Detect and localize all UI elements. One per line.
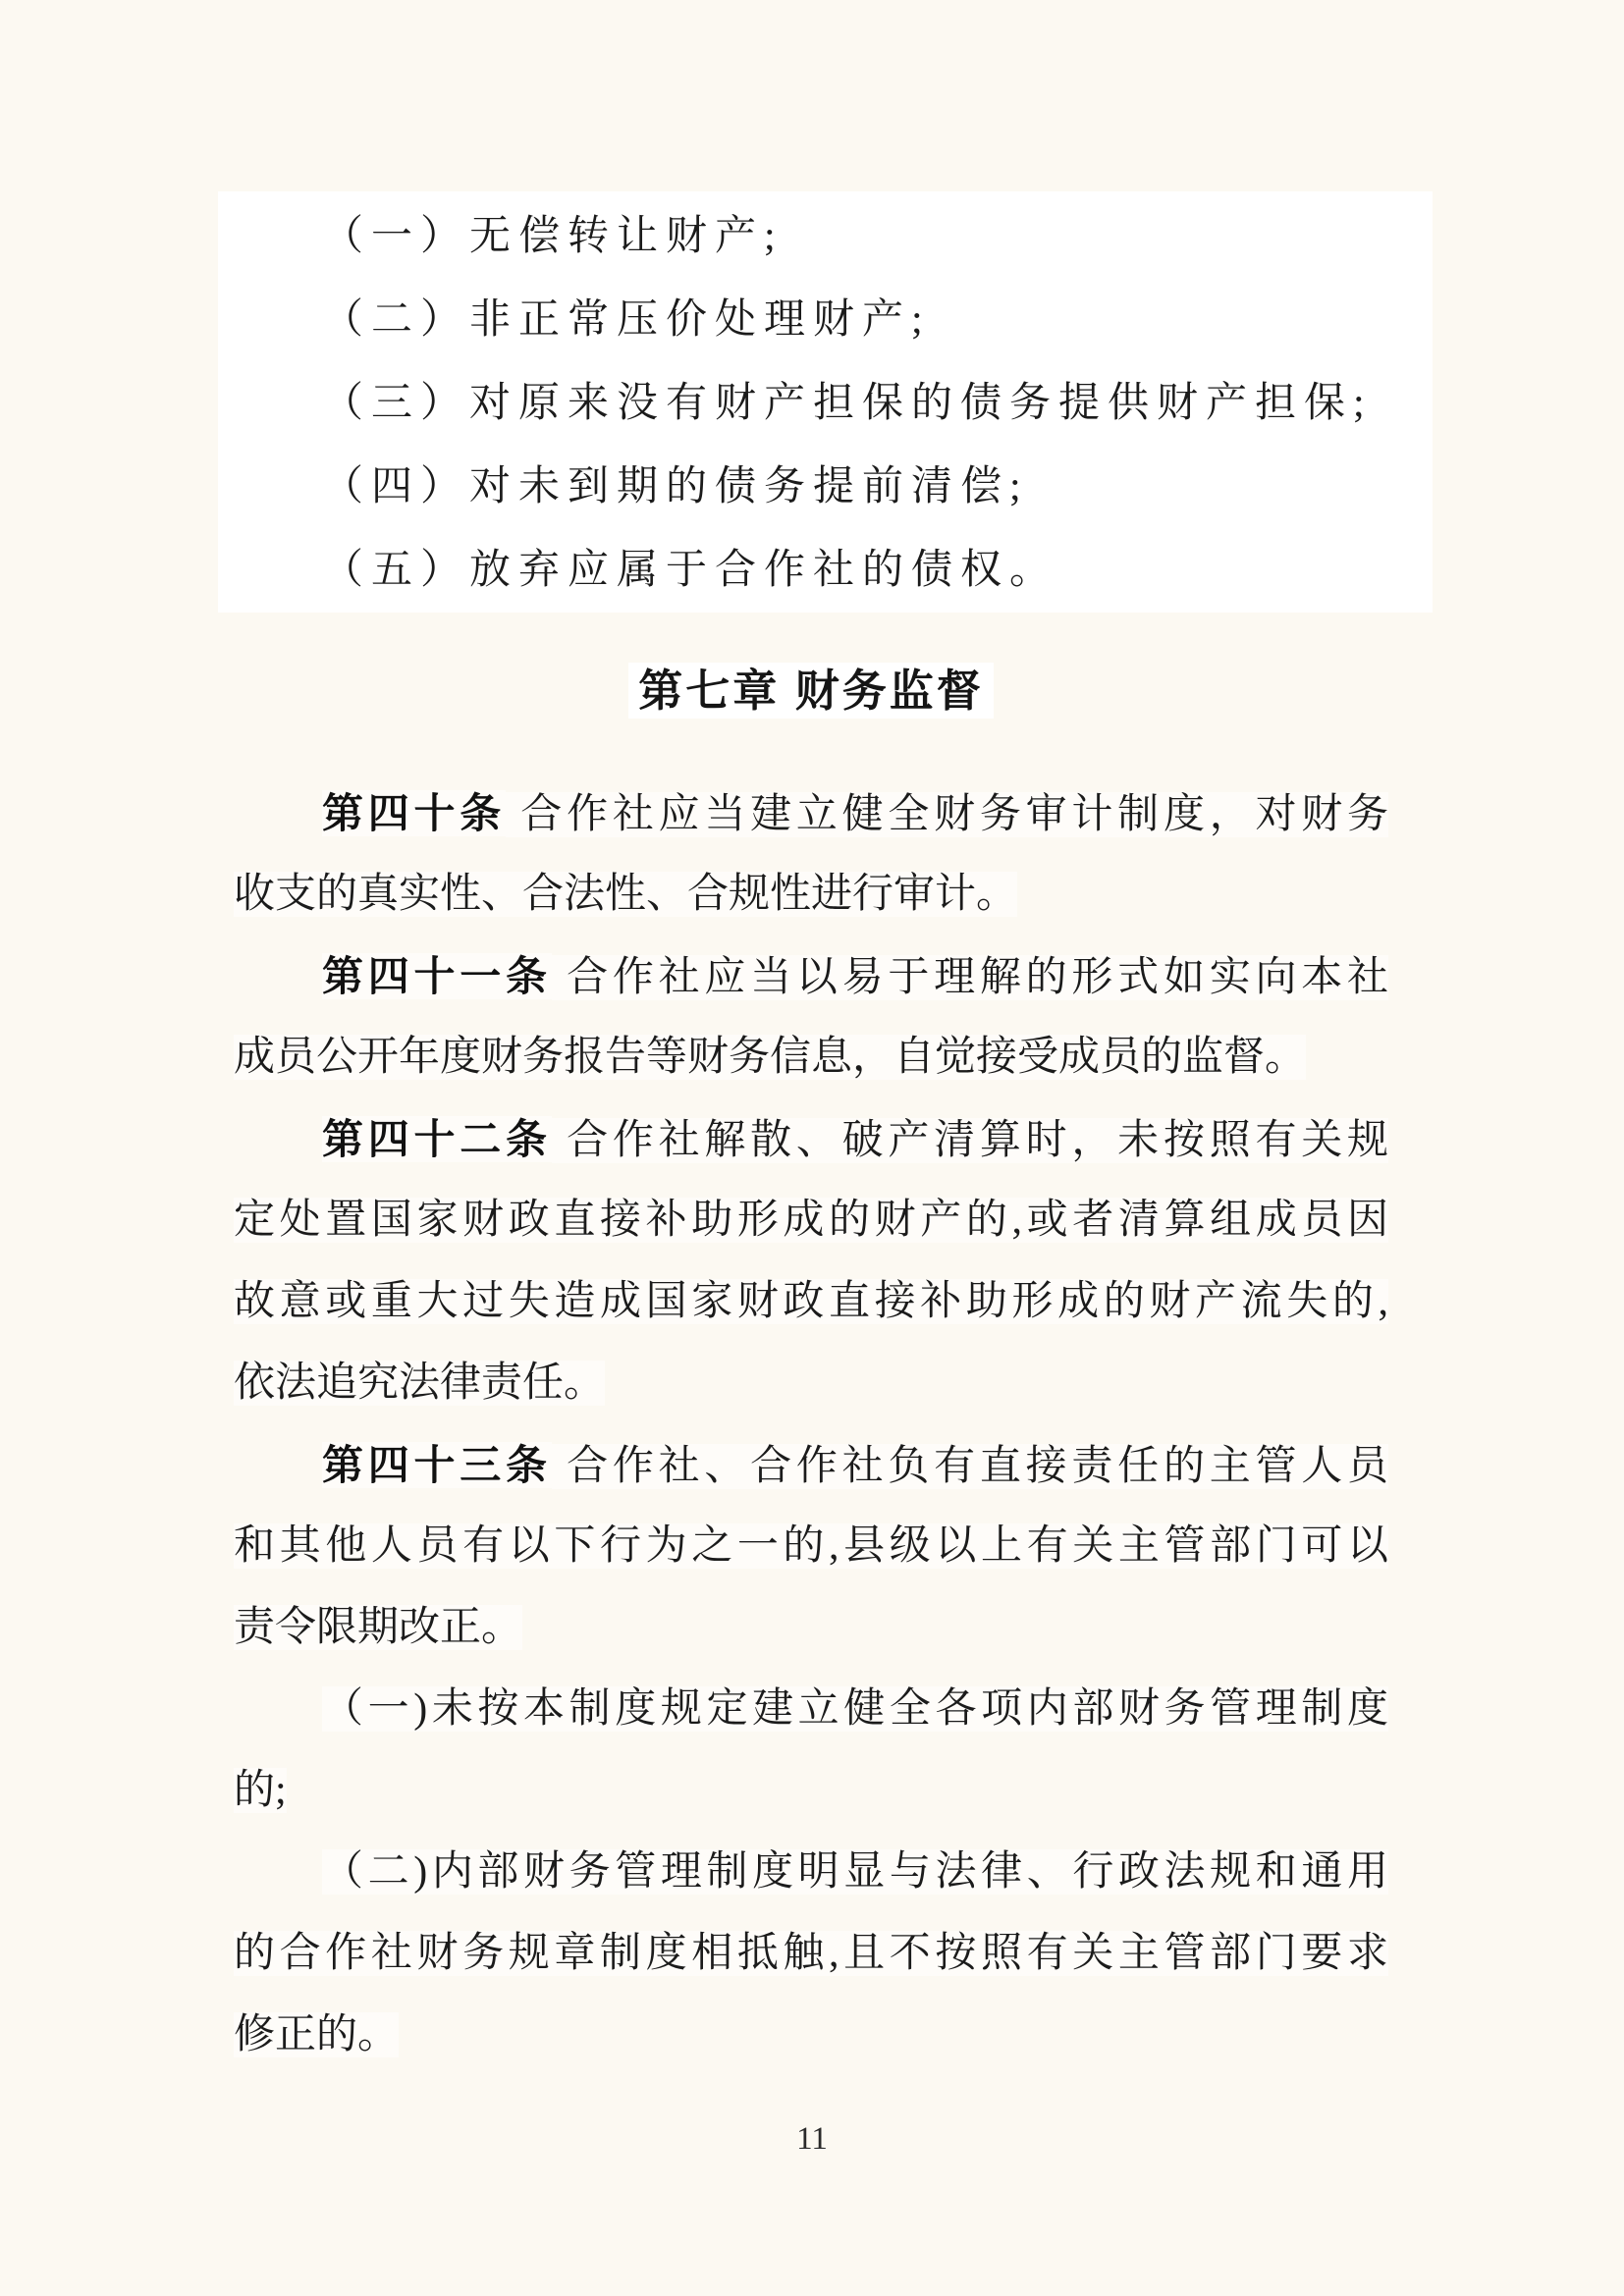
body-line-text: 故意或重大过失造成国家财政直接补助形成的财产流失的,: [234, 1279, 1388, 1324]
list-item-text: （一）无偿转让财产;: [322, 214, 784, 259]
body-line: [234, 1832, 1388, 1913]
list-item-text: （三）对原来没有财产担保的债务提供财产担保;: [322, 381, 1373, 426]
body-line: [234, 935, 1388, 1017]
list-item: [234, 195, 1388, 279]
body-line: [234, 1506, 1388, 1587]
body-line-text: 成员公开年度财务报告等财务信息，自觉接受成员的监督。: [234, 1035, 1307, 1080]
body-line-text: 责令限期改正。: [234, 1605, 523, 1650]
body-line: [234, 1343, 1388, 1424]
article-number: 第四十二条: [322, 1116, 552, 1162]
body-line: [234, 773, 1388, 854]
body-line-text: 的;: [234, 1768, 287, 1813]
body-line: [234, 1669, 1388, 1750]
body-line-text: 修正的。: [234, 2012, 400, 2057]
list-item: [234, 362, 1388, 446]
body-line-text: 合作社解散、破产清算时，未按照有关规: [551, 1118, 1388, 1163]
list-item: [234, 529, 1388, 613]
body-line-text: （二)内部财务管理制度明显与法律、行政法规和通用: [322, 1849, 1388, 1895]
article-number: 第四十条: [322, 790, 507, 836]
body-line: [234, 1913, 1388, 1995]
numbered-list: [234, 195, 1388, 613]
body-line: [234, 1098, 1388, 1180]
list-item-text: （四）对未到期的债务提前清偿;: [322, 464, 1029, 509]
body-line-text: 依法追究法律责任。: [234, 1361, 606, 1406]
body-line: [234, 1180, 1388, 1261]
article-number: 第四十三条: [322, 1442, 552, 1488]
body-line-text: 合作社应当以易于理解的形式如实向本社: [551, 955, 1388, 1000]
list-item: [234, 279, 1388, 362]
body-line-text: 收支的真实性、合法性、合规性进行审计。: [234, 872, 1018, 917]
body-line-text: 定处置国家财政直接补助形成的财产的,或者清算组成员因: [234, 1198, 1388, 1243]
body-line-text: （一)未按本制度规定建立健全各项内部财务管理制度: [322, 1686, 1388, 1732]
list-item-text: （五）放弃应属于合作社的债权。: [322, 548, 1059, 593]
chapter-heading-text: 第七章 财务监督: [628, 663, 994, 719]
body-line: [234, 1750, 1388, 1832]
body-line: [234, 854, 1388, 935]
body-line: [234, 1587, 1388, 1669]
document-body: [234, 773, 1388, 2076]
chapter-heading: [234, 649, 1388, 733]
body-line: [234, 1017, 1388, 1098]
body-line-text: 合作社应当建立健全财务审计制度，对财务: [506, 792, 1388, 837]
body-line: [234, 1261, 1388, 1343]
article-number: 第四十一条: [322, 953, 552, 999]
page-number: 11: [796, 2121, 828, 2157]
list-item: [234, 446, 1388, 529]
body-line-text: 合作社、合作社负有直接责任的主管人员: [551, 1444, 1388, 1489]
list-item-text: （二）非正常压价处理财产;: [322, 297, 931, 343]
body-line-text: 和其他人员有以下行为之一的,县级以上有关主管部门可以: [234, 1523, 1388, 1569]
body-line: [234, 1995, 1388, 2076]
body-line: [234, 1424, 1388, 1506]
body-line-text: 的合作社财务规章制度相抵触,且不按照有关主管部门要求: [234, 1931, 1388, 1976]
